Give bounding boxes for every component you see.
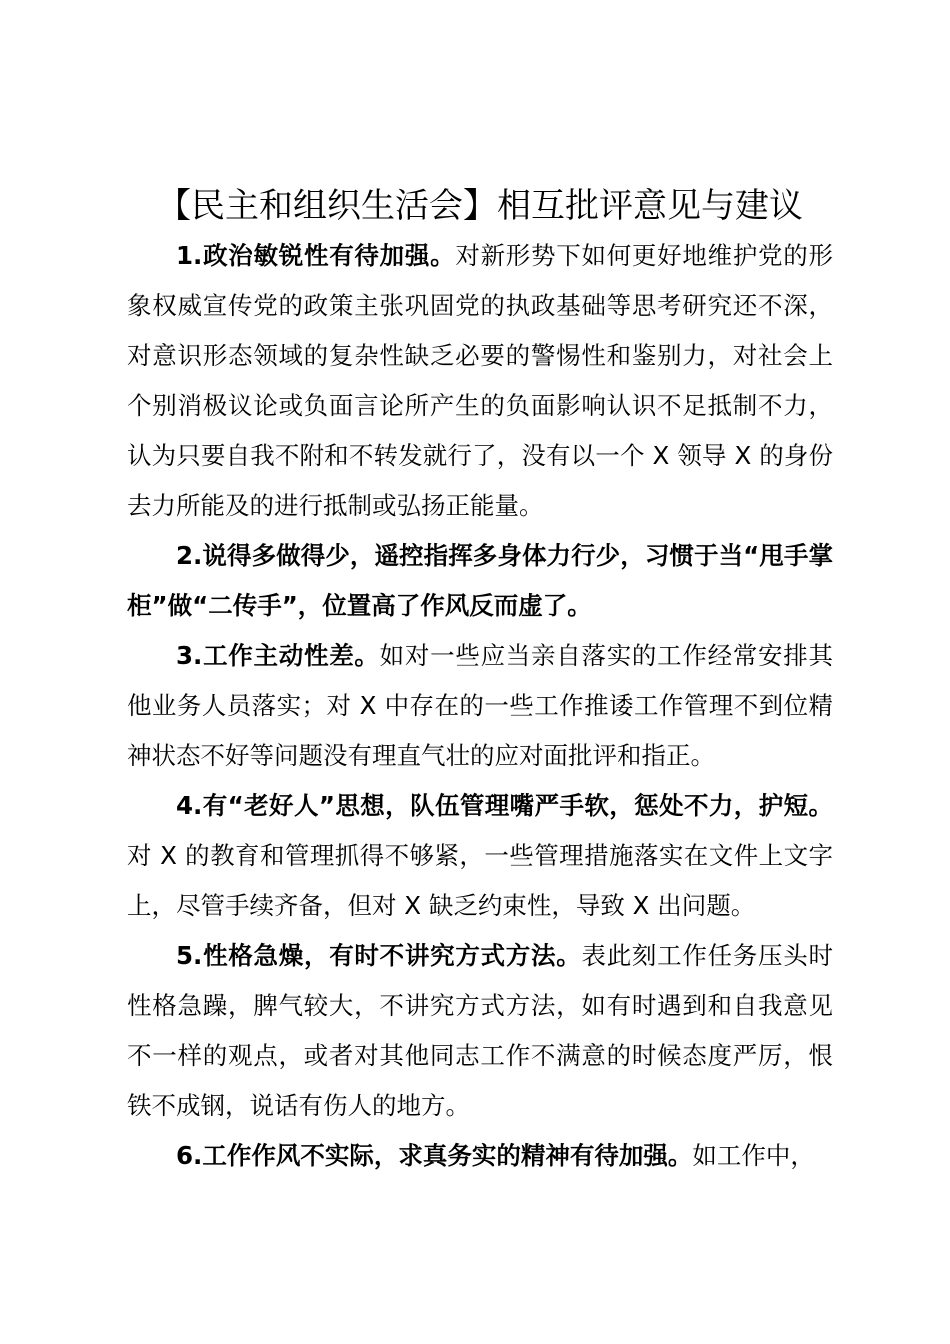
paragraph-3 <box>127 631 833 781</box>
paragraph-5-body: 表此刻工作任务压头时性格急躁，脾气较大，不讲究方式方法，如有时遇到和自我意见不一样的观点，或者对其他同志工作不满意的时候态度严厉，恨铁不成钢，说话有伤人的地方。 <box>127 941 833 1120</box>
paragraph-5-heading: 5.性格急燥，有时不讲究方式方法。 <box>176 941 582 970</box>
paragraph-2-heading: 2.说得多做得少，遥控指挥多身体力行少，习惯于当“甩手掌柜”做“二传手”，位置高了作风反而虚了。 <box>127 541 833 620</box>
paragraph-3-body: 如对一些应当亲自落实的工作经常安排其他业务人员落实；对 X 中存在的一些工作推诿工作管理不到位精神状态不好等问题没有理直气壮的应对面批评和指正。 <box>127 641 834 770</box>
document-page <box>127 181 833 1181</box>
paragraph-4 <box>127 781 833 931</box>
paragraph-1-body: 对新形势下如何更好地维护党的形象权威宣传党的政策主张巩固党的执政基础等思考研究还不深，对意识形态领域的复杂性缺乏必要的警惕性和鉴别力，对社会上个别消极议论或负面言论所产生的负面影响认识不足抵制不力，认为只要自我不附和不转发就行了，没有以一个 X 领导 X 的身份去力所能及的进行抵制或弘扬正能量。 <box>127 241 834 520</box>
paragraph-4-heading: 4.有“老好人”思想，队伍管理嘴严手软，惩处不力，护短。 <box>176 791 833 820</box>
paragraph-4-body: 对 X 的教育和管理抓得不够紧，一些管理措施落实在文件上文字上，尽管手续齐备，但对 X 缺乏约束性，导致 X 出问题。 <box>127 841 833 920</box>
paragraph-1 <box>127 231 833 531</box>
paragraph-6-body: 如工作中， <box>692 1141 815 1170</box>
paragraph-2 <box>127 531 833 631</box>
document-title: 【民主和组织生活会】相互批评意见与建议 <box>157 186 803 226</box>
paragraph-6-heading: 6.工作作风不实际，求真务实的精神有待加强。 <box>176 1141 693 1170</box>
paragraph-1-heading: 1.政治敏锐性有待加强。 <box>176 241 456 270</box>
paragraph-5 <box>127 931 833 1131</box>
paragraph-3-heading: 3.工作主动性差。 <box>176 641 380 670</box>
paragraph-6 <box>127 1131 833 1181</box>
